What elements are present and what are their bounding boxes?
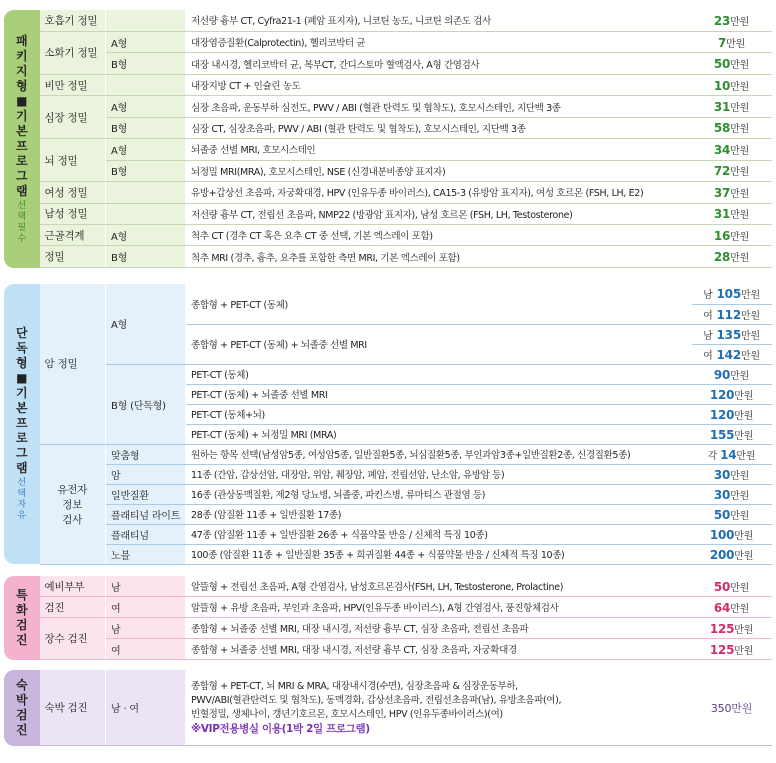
price-cell [692,160,772,181]
price-cell [692,139,772,160]
price-value: 50 [713,579,731,594]
category-cell: 검진 [40,597,106,618]
section-label-char: 본 [15,123,28,138]
cancer-b-price: 155만원 [692,424,772,444]
description-cell: 16종 (관상동맥질환, 제2형 당뇨병, 뇌졸중, 파킨스병, 류마티스 관절염 등) [186,484,692,504]
price-value: 14 [720,447,737,462]
section-tag-char: 선 [17,478,27,488]
price-unit: 만원 [726,38,746,50]
table-row [40,53,772,74]
price-unit: 만원 [730,167,750,179]
table-row [40,504,772,524]
table-row [40,117,772,138]
category-cell: 뇌 정밀 [40,139,106,182]
price-cell [692,203,772,224]
section-label-char: 형 [15,356,28,370]
section-label-char: 그 [15,446,28,460]
genetic-category-line: 검사 [62,513,83,526]
cancer-b-price: 120만원 [692,404,772,424]
type-cell: 플래티넘 [106,524,186,544]
price-unit: 만원 [730,188,750,200]
category-cell: 심장 정밀 [40,96,106,139]
price-unit: 만원 [734,530,754,542]
price-value: 125 [709,642,735,657]
section-tag-char: 수 [17,233,27,244]
table-row [40,670,772,746]
type-cell: B형 [106,246,186,268]
type-cell: 여 [106,597,186,618]
price-value: 100 [709,527,735,542]
price-unit: 만원 [730,210,750,222]
category-cell: 호흡기 정밀 [40,10,106,31]
category-cell: 비만 정밀 [40,74,106,95]
overnight-type: 남 · 여 [106,670,186,746]
overnight-table [40,670,773,746]
section-label-char: 독 [15,341,28,355]
cancer-type-b: B형 (단독형) [106,364,186,444]
section-label-char: 형 [15,78,28,93]
price-cell [692,524,772,544]
section-label-char: ■ [16,371,28,385]
type-cell: 맞춤형 [106,444,186,464]
description-cell: 유방+갑상선 초음파, 자궁확대경, HPV (인유두종 바이러스), CA15-3 (유방암 표지자), 여성 호르몬 (FSH, LH, E2) [186,182,692,203]
price-unit: 만원 [734,624,754,636]
section-label-char: 본 [15,401,28,415]
type-cell: B형 [106,160,186,181]
price-unit: 만원 [734,645,754,657]
table-row [40,639,772,660]
type-cell: 노블 [106,544,186,564]
price-value: 72 [713,164,731,179]
price-cell [692,53,772,74]
price-cell [692,74,772,95]
description-cell: 저선량 흉부 CT, 전립선 초음파, NMP22 (방광암 표지자), 남성 호르몬 (FSH, LH, Testosterone) [186,203,692,224]
price-value: 28 [713,250,731,265]
table-row [40,444,772,464]
type-cell: 암 [106,464,186,484]
section-label-char: 로 [15,153,28,168]
price-cell [692,31,772,52]
price-cell [692,117,772,138]
table-row [40,576,772,597]
price-cell [692,618,772,639]
price-unit: 만원 [730,253,750,265]
price-unit: 만원 [730,603,750,615]
section-label-char: 검 [15,618,28,632]
section-label-char: 패 [15,33,28,48]
table-row [40,160,772,181]
table-row [40,364,772,384]
type-cell: B형 [106,53,186,74]
category-cell: 소화기 정밀 [40,31,106,74]
genetic-category [40,444,106,564]
cancer-a2-male-price: 남 135만원 [692,324,772,344]
section-label-char: 진 [15,633,28,647]
price-cell [692,484,772,504]
cancer-a2-desc: 종합형 + PET-CT (동체) + 뇌졸중 선별 MRI [186,324,692,364]
type-cell: 일반질환 [106,484,186,504]
type-cell: A형 [106,225,186,246]
price-prefix: 각 [707,450,721,462]
type-cell [106,182,186,203]
table-row [40,618,772,639]
table-row [40,10,772,31]
table-row [40,225,772,246]
table-row [40,246,772,268]
category-cell: 남성 정밀 [40,203,106,224]
category-cell: 예비부부 [40,576,106,597]
package-section [4,10,772,268]
description-cell: 내장지방 CT + 인슐린 농도 [186,74,692,95]
table-row [40,139,772,160]
section-label-char: 램 [15,461,28,475]
section-label-char: 기 [15,386,28,400]
price-unit: 만원 [730,490,750,502]
price-value: 30 [713,467,731,482]
price-cell [692,504,772,524]
price-unit: 만원 [730,124,750,136]
table-row [40,484,772,504]
price-value: 7 [717,35,727,50]
category-cell: 여성 정밀 [40,182,106,203]
price-cell [692,544,772,564]
overnight-price: 350만원 [692,670,772,746]
price-cell [692,96,772,117]
description-cell: 저선량 흉부 CT, Cyfra21-1 (폐암 표지자), 니코틴 농도, 니코틴 의존도 검사 [186,10,692,31]
section-tag-char: 유 [17,511,27,521]
category-cell: 장수 검진 [40,618,106,660]
section-label-char: 지 [15,63,28,78]
description-cell: 100종 (암질환 11종 + 일반질환 35종 + 희귀질환 44종 + 식품약물 반응 / 신체적 특징 10종) [186,544,692,564]
cancer-b-desc: PET-CT (동체+뇌) [186,404,692,424]
price-cell [692,246,772,268]
description-cell: 대장염증질환(Calprotectin), 헬리코박터 균 [186,31,692,52]
price-value: 58 [713,121,731,136]
cancer-a1-female-price: 여 112만원 [692,304,772,324]
table-row [40,544,772,564]
section-label-char: 그 [15,168,28,183]
price-value: 200 [709,547,735,562]
price-unit: 만원 [730,103,750,115]
price-cell [692,597,772,618]
overnight-desc [186,670,692,746]
price-value: 31 [713,100,731,115]
cancer-category: 암 정밀 [40,284,106,444]
description-cell: 척추 MRI (경추, 흉추, 요추를 포함한 측면 MRI, 기본 엑스레이 포함) [186,246,692,268]
category-cell: 근골격계 [40,225,106,246]
price-unit: 만원 [730,470,750,482]
price-cell [692,182,772,203]
price-value: 10 [713,78,731,93]
description-cell: 28종 (암질환 11종 + 일반질환 17종) [186,504,692,524]
description-cell: 심장 CT, 심장초음파, PWV / ABI (혈관 탄력도 및 협착도), 호모시스테인, 지단백 3종 [186,117,692,138]
table-row [40,31,772,52]
price-cell [692,576,772,597]
section-label-char: 검 [15,708,28,722]
description-cell: 심장 초음파, 운동부하 심전도, PWV / ABI (혈관 탄력도 및 협착도), 호모시스테인, 지단백 3종 [186,96,692,117]
description-cell: 뇌졸중 선별 MRI, 호모시스테인 [186,139,692,160]
genetic-category-line: 정보 [62,498,83,511]
description-cell: 알뜰형 + 유방 초음파, 부인과 초음파, HPV(인유두종 바이러스), A형 간염검사, 풍진항체검사 [186,597,692,618]
cancer-a1-male-price: 남 105만원 [692,284,772,304]
cancer-b-price: 90만원 [692,364,772,384]
type-cell: A형 [106,31,186,52]
type-cell [106,74,186,95]
standalone-section-label [4,284,40,564]
type-cell: 남 [106,576,186,597]
section-label-char: 프 [15,138,28,153]
type-cell [106,10,186,31]
category-cell: 정밀 [40,246,106,268]
type-cell: 여 [106,639,186,660]
price-value: 34 [713,142,731,157]
overnight-section-label [4,670,40,746]
overnight-category: 숙박 검진 [40,670,106,746]
type-cell: A형 [106,96,186,117]
standalone-table [40,284,773,565]
description-cell: 원하는 항목 선택(남성암5종, 여성암5종, 일반질환5종, 뇌심질환5종, 부인과암3종+일반질환2종, 신경질환5종) [186,444,692,464]
section-label-char: 박 [15,693,28,707]
description-cell: 종합형 + 뇌졸중 선별 MRI, 대장 내시경, 저선량 흉부 CT, 심장 초음파, 자궁확대경 [186,639,692,660]
section-label-char: 숙 [15,678,28,692]
section-tag-char: 택 [17,211,27,222]
price-unit: 만원 [736,450,756,462]
special-table [40,576,773,660]
special-section-label [4,576,40,660]
price-cell [692,444,772,464]
price-unit: 만원 [730,16,750,28]
overnight-desc-line: 빈혈정밀, 생체나이, 갱년기호르몬, 호모시스테인, HPV (인유두종바이러스)(여) [191,708,503,720]
price-value: 23 [713,13,731,28]
price-value: 64 [713,600,731,615]
cancer-b-desc: PET-CT (동체) + 뇌정밀 MRI (MRA) [186,424,692,444]
section-label-char: 진 [15,723,28,737]
section-label-char: 램 [15,183,28,198]
price-value: 31 [713,207,731,222]
section-label-char: 프 [15,416,28,430]
section-label-char: 특 [15,588,28,602]
cancer-b-price: 120만원 [692,384,772,404]
description-cell: 47종 (암질환 11종 + 일반질환 26종 + 식품약물 반응 / 신체적 특징 10종) [186,524,692,544]
section-label-char: 키 [15,48,28,63]
section-tag-char: 필 [17,222,27,233]
description-cell: 대장 내시경, 헬리코박터 균, 복부CT, 간디스토마 혈액검사, A형 간염검사 [186,53,692,74]
price-unit: 만원 [730,81,750,93]
table-row [40,284,772,304]
type-cell: A형 [106,139,186,160]
section-tag-char: 택 [17,489,27,499]
price-unit: 만원 [730,231,750,243]
section-tag-char: 자 [17,500,27,510]
price-value: 50 [713,57,731,72]
overnight-desc-line: 종합형 + PET-CT, 뇌 MRI & MRA, 대장내시경(수면), 심장초음파 & 심장운동부하, [191,680,518,692]
price-cell [692,225,772,246]
package-section-label [4,10,40,268]
price-unit: 만원 [730,582,750,594]
table-row [40,96,772,117]
cancer-a2-female-price: 여 142만원 [692,344,772,364]
overnight-section [4,670,772,746]
price-value: 125 [709,621,735,636]
section-label-char: 로 [15,431,28,445]
table-row [40,524,772,544]
price-value: 30 [713,487,731,502]
type-cell: 남 [106,618,186,639]
genetic-category-line: 유전자 [57,483,88,496]
cancer-b-desc: PET-CT (동체) + 뇌졸중 선별 MRI [186,384,692,404]
description-cell: 종합형 + 뇌졸중 선별 MRI, 대장 내시경, 저선량 흉부 CT, 심장 초음파, 전립선 초음파 [186,618,692,639]
price-value: 37 [713,185,731,200]
vip-note: ※VIP전용병실 이용(1박 2일 프로그램) [191,722,370,735]
special-section [4,576,772,660]
table-row [40,74,772,95]
price-value: 50 [713,507,731,522]
section-tag-char: 선 [17,200,27,211]
description-cell: 뇌정밀 MRI(MRA), 호모시스테인, NSE (신경내분비종양 표지자) [186,160,692,181]
price-cell [692,464,772,484]
price-cell [692,639,772,660]
cancer-a1-desc: 종합형 + PET-CT (동체) [186,284,692,324]
section-label-char: 기 [15,108,28,123]
section-label-char: 단 [15,326,28,340]
type-cell: B형 [106,117,186,138]
price-unit: 만원 [734,550,754,562]
table-row [40,182,772,203]
description-cell: 척추 CT (경추 CT 혹은 요추 CT 중 선택, 기본 엑스레이 포함) [186,225,692,246]
description-cell: 11종 (간암, 갑상선암, 대장암, 위암, 췌장암, 폐암, 전립선암, 난소암, 유방암 등) [186,464,692,484]
price-unit: 만원 [730,510,750,522]
table-row [40,464,772,484]
section-label-char: ■ [16,93,28,108]
package-table [40,10,773,268]
table-row [40,597,772,618]
description-cell: 알뜰형 + 전립선 초음파, A형 간염검사, 남성호르몬검사(FSH, LH, Testosterone, Prolactine) [186,576,692,597]
type-cell: 플래티넘 라이트 [106,504,186,524]
price-cell [692,10,772,31]
price-unit: 만원 [730,145,750,157]
price-value: 16 [713,228,731,243]
standalone-section [4,284,772,565]
type-cell [106,203,186,224]
section-label-char: 화 [15,603,28,617]
cancer-b-desc: PET-CT (동체) [186,364,692,384]
price-unit: 만원 [730,60,750,72]
table-row [40,203,772,224]
overnight-desc-line: PWV/ABI(혈관탄력도 및 협착도), 동맥경화, 갑상선초음파, 전립선초음파(남), 유방초음파(여), [191,694,562,706]
cancer-type-a: A형 [106,284,186,364]
